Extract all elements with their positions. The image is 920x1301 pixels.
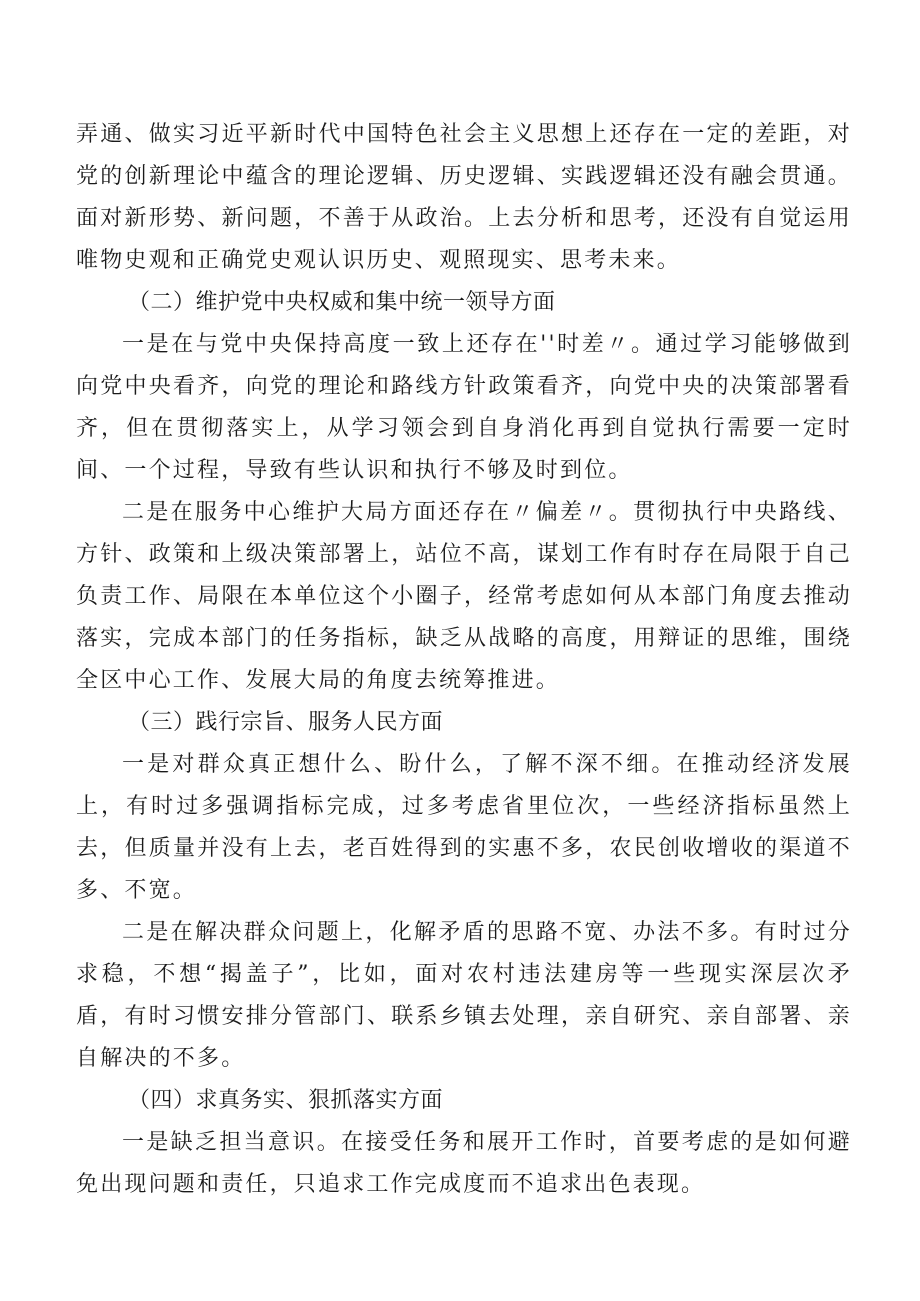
section-heading-3: （三）践行宗旨、服务人民方面 xyxy=(128,710,444,735)
section-3-paragraph-2: 二是在解决群众问题上，化解矛盾的思路不宽、办法不多。有时过分求稳，不想“揭盖子”，比如，面对农村违法建房等一些现实深层次矛盾，有时习惯安排分管部门、联系乡镇去处理，亲自研究、亲自部署、亲自解决的不多。 xyxy=(76,920,852,1071)
section-heading-4: （四）求真务实、狠抓落实方面 xyxy=(128,1088,444,1113)
section-2-paragraph-1: 一是在与党中央保持高度一致上还存在''时差〃。通过学习能够做到向党中央看齐，向党的理论和路线方针政策看齐，向党中央的决策部署看齐，但在贯彻落实上，从学习领会到自身消化再到自觉执行需要一定时间、一个过程，导致有些认识和执行不够及时到位。 xyxy=(76,332,852,483)
section-4-paragraph-1: 一是缺乏担当意识。在接受任务和展开工作时，首要考虑的是如何避免出现问题和责任，只追求工作完成度而不追求出色表现。 xyxy=(76,1130,852,1197)
intro-paragraph: 弄通、做实习近平新时代中国特色社会主义思想上还存在一定的差距，对党的创新理论中蕴含的理论逻辑、历史逻辑、实践逻辑还没有融会贯通。面对新形势、新问题，不善于从政治。上去分析和思考，还没有自觉运用唯物史观和正确党史观认识历史、观照现实、思考未来。 xyxy=(76,122,852,273)
section-heading-2: （二）维护党中央权威和集中统一领导方面 xyxy=(128,290,556,315)
section-3-paragraph-1: 一是对群众真正想什么、盼什么，了解不深不细。在推动经济发展上，有时过多强调指标完成，过多考虑省里位次，一些经济指标虽然上去，但质量并没有上去，老百姓得到的实惠不多，农民创收增收的渠道不多、不宽。 xyxy=(76,752,852,903)
document-body xyxy=(76,114,852,1206)
section-2-paragraph-2: 二是在服务中心维护大局方面还存在〃偏差〃。贯彻执行中央路线、方针、政策和上级决策部署上，站位不高，谋划工作有时存在局限于自己负责工作、局限在本单位这个小圈子，经常考虑如何从本部门角度去推动落实，完成本部门的任务指标，缺乏从战略的高度，用辩证的思维，围绕全区中心工作、发展大局的角度去统筹推进。 xyxy=(76,500,852,693)
